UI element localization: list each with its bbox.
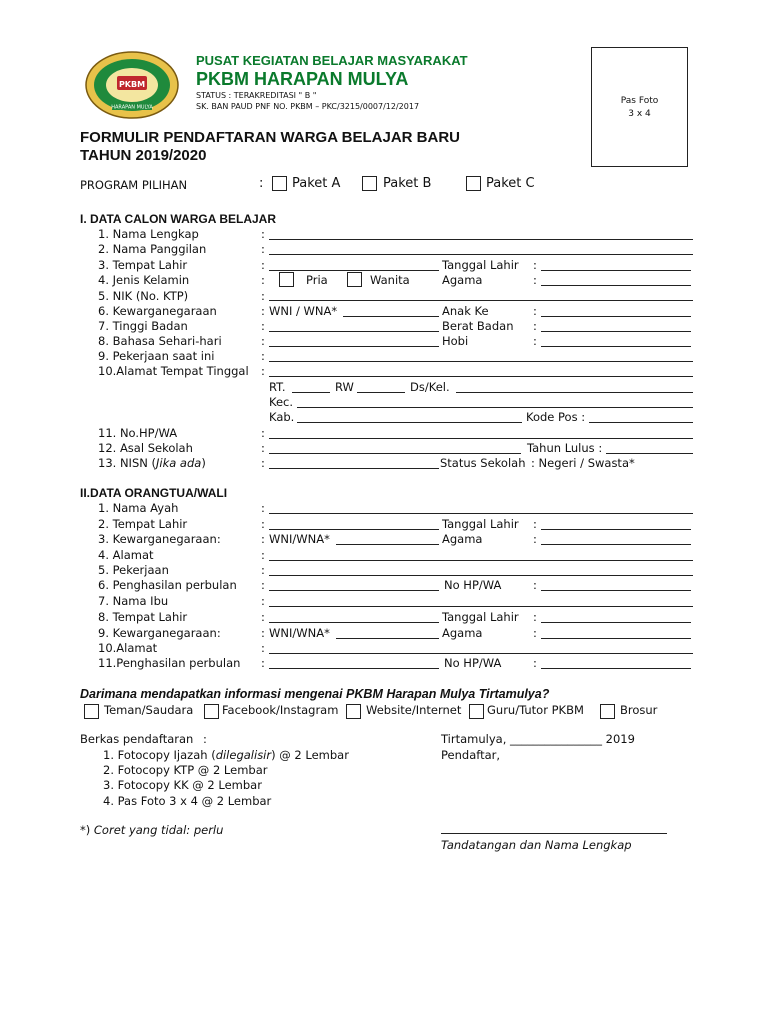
s1-item-asal-sekolah: 12. Asal Sekolah xyxy=(98,441,193,455)
section1-title: I. DATA CALON WARGA BELAJAR xyxy=(80,212,276,226)
field-hobi[interactable] xyxy=(541,346,691,347)
s2-item-nama-ayah: 1. Nama Ayah xyxy=(98,501,179,515)
label-anak-ke: Anak Ke xyxy=(442,304,489,318)
field-nisn[interactable] xyxy=(269,468,439,469)
form-title: FORMULIR PENDAFTARAN WARGA BELAJAR BARU xyxy=(80,129,460,146)
s1-item-pekerjaan: 9. Pekerjaan saat ini xyxy=(98,349,215,363)
s1-colon: : xyxy=(261,349,265,363)
s2-colon: : xyxy=(261,656,265,670)
s2-colon: : xyxy=(261,532,265,546)
field-nohp-ayah[interactable] xyxy=(541,590,691,591)
s1-colon: : xyxy=(261,289,265,303)
label-tanggal-lahir: Tanggal Lahir xyxy=(442,258,519,272)
pkbm-logo xyxy=(84,50,180,120)
s2-colon: : xyxy=(533,532,537,546)
checkbox-guru-tutor[interactable] xyxy=(469,704,484,719)
s1-colon: : xyxy=(261,426,265,440)
field-penghasilan-ibu[interactable] xyxy=(269,668,439,669)
field-nama-panggilan[interactable] xyxy=(269,254,693,255)
field-agama-ibu[interactable] xyxy=(541,638,691,639)
field-nik[interactable] xyxy=(269,300,693,301)
s1-colon: : xyxy=(261,304,265,318)
field-kab[interactable] xyxy=(297,422,522,423)
field-tempat-lahir-ayah[interactable] xyxy=(269,529,439,530)
signature-place-date: Tirtamulya, ________________ 2019 xyxy=(441,732,635,746)
sk-number: SK. BAN PAUD PNF NO. PKBM – PKC/3215/0007/12/2017 xyxy=(196,102,420,111)
s1-colon: : xyxy=(533,258,537,272)
field-pekerjaan[interactable] xyxy=(269,361,693,362)
field-kewarganegaraan-ayah[interactable] xyxy=(336,544,439,545)
label-rw: RW xyxy=(335,380,354,394)
value-wni-wna-ayah: WNI/WNA* xyxy=(269,532,330,546)
s1-item-nama-panggilan: 2. Nama Panggilan xyxy=(98,242,207,256)
field-rw[interactable] xyxy=(357,392,405,393)
field-kewarganegaraan-ibu[interactable] xyxy=(336,638,439,639)
s1-colon: : xyxy=(261,364,265,378)
s2-colon: : xyxy=(261,501,265,515)
label-tahun-lulus: Tahun Lulus : xyxy=(527,441,603,455)
photo-box-line1: Pas Foto xyxy=(620,96,659,106)
field-penghasilan-ayah[interactable] xyxy=(269,590,439,591)
s1-item-jenis-kelamin: 4. Jenis Kelamin xyxy=(98,273,190,287)
field-alamat[interactable] xyxy=(269,376,693,377)
s2-item-penghasilan: 6. Penghasilan perbulan xyxy=(98,578,237,592)
form-year: TAHUN 2019/2020 xyxy=(80,147,207,164)
photo-box-line2: 3 x 4 xyxy=(628,109,651,119)
option-paket-b: Paket B xyxy=(383,176,432,191)
s1-item-nohp: 11. No.HP/WA xyxy=(98,426,178,440)
checkbox-pria[interactable] xyxy=(279,272,294,287)
option-brosur: Brosur xyxy=(620,703,658,717)
s1-colon: : xyxy=(261,242,265,256)
field-alamat-ibu[interactable] xyxy=(269,653,693,654)
s1-item-nama-lengkap: 1. Nama Lengkap xyxy=(98,227,199,241)
field-kewarganegaraan[interactable] xyxy=(343,316,439,317)
org-name: PKBM HARAPAN MULYA xyxy=(196,69,409,89)
s2-colon: : xyxy=(261,626,265,640)
s2-item-tempat-lahir: 2. Tempat Lahir xyxy=(98,517,188,531)
field-tahun-lulus[interactable] xyxy=(606,453,693,454)
label-nohp-ayah: No HP/WA xyxy=(444,578,502,592)
s2-colon: : xyxy=(533,656,537,670)
s1-item-bahasa: 8. Bahasa Sehari-hari xyxy=(98,334,222,348)
s2-colon: : xyxy=(261,610,265,624)
label-hobi: Hobi xyxy=(442,334,469,348)
field-tempat-lahir[interactable] xyxy=(269,270,439,271)
photo-box xyxy=(591,47,688,167)
s2-item-pekerjaan: 5. Pekerjaan xyxy=(98,563,169,577)
checkbox-paket-a[interactable] xyxy=(272,176,287,191)
label-berat-badan: Berat Badan xyxy=(442,319,514,333)
checkbox-facebook-instagram[interactable] xyxy=(204,704,219,719)
signature-role: Pendaftar, xyxy=(441,748,501,762)
s2-colon: : xyxy=(261,517,265,531)
s1-item-tinggi-badan: 7. Tinggi Badan xyxy=(98,319,188,333)
field-berat-badan[interactable] xyxy=(541,331,691,332)
s2-colon: : xyxy=(533,610,537,624)
option-guru-tutor: Guru/Tutor PKBM xyxy=(487,703,584,717)
checkbox-brosur[interactable] xyxy=(600,704,615,719)
field-agama-ayah[interactable] xyxy=(541,544,691,545)
s2-item-kewarganegaraan: 3. Kewarganegaraan: xyxy=(98,532,221,546)
s1-colon: : xyxy=(261,258,265,272)
label-agama-ibu: Agama xyxy=(442,626,483,640)
label-status-sekolah: Status Sekolah xyxy=(440,456,526,470)
field-tanggal-lahir-ayah[interactable] xyxy=(541,529,691,530)
logo-bottom-text: HARAPAN MULYA xyxy=(111,104,153,111)
field-alamat-ayah[interactable] xyxy=(269,560,693,561)
s2-colon: : xyxy=(261,641,265,655)
checkbox-paket-c[interactable] xyxy=(466,176,481,191)
program-label: PROGRAM PILIHAN xyxy=(80,178,188,192)
s1-colon: : xyxy=(261,273,265,287)
s2-item-kewarganegaraan-ibu: 9. Kewarganegaraan: xyxy=(98,626,221,640)
value-wni-wna: WNI / WNA* xyxy=(269,304,338,318)
field-tempat-lahir-ibu[interactable] xyxy=(269,622,439,623)
berkas-item-4: 4. Pas Foto 3 x 4 @ 2 Lembar xyxy=(103,794,272,808)
field-nohp-ibu[interactable] xyxy=(541,668,691,669)
field-nama-ibu[interactable] xyxy=(269,606,693,607)
value-status-sekolah: : Negeri / Swasta* xyxy=(531,456,635,470)
field-rt[interactable] xyxy=(292,392,330,393)
field-nohp[interactable] xyxy=(269,438,693,439)
field-kode-pos[interactable] xyxy=(589,422,693,423)
s2-item-alamat-ibu: 10.Alamat xyxy=(98,641,158,655)
label-pria: Pria xyxy=(306,273,328,287)
info-question: Darimana mendapatkan informasi mengenai PKBM Harapan Mulya Tirtamulya? xyxy=(80,687,550,701)
section2-title: II.DATA ORANGTUA/WALI xyxy=(80,486,228,500)
berkas-item-1: 1. Fotocopy Ijazah (dilegalisir) @ 2 Lembar xyxy=(103,748,349,762)
s1-colon: : xyxy=(261,319,265,333)
s1-colon: : xyxy=(261,334,265,348)
label-tanggal-lahir-ayah: Tanggal Lahir xyxy=(442,517,519,531)
s1-item-kewarganegaraan: 6. Kewarganegaraan xyxy=(98,304,217,318)
berkas-item-3: 3. Fotocopy KK @ 2 Lembar xyxy=(103,778,262,792)
s2-item-tempat-lahir-ibu: 8. Tempat Lahir xyxy=(98,610,188,624)
org-line: PUSAT KEGIATAN BELAJAR MASYARAKAT xyxy=(196,53,468,68)
checkbox-teman-saudara[interactable] xyxy=(84,704,99,719)
s2-colon: : xyxy=(533,578,537,592)
field-bahasa[interactable] xyxy=(269,346,439,347)
label-tanggal-lahir-ibu: Tanggal Lahir xyxy=(442,610,519,624)
label-agama: Agama xyxy=(442,273,483,287)
s2-item-nama-ibu: 7. Nama Ibu xyxy=(98,594,169,608)
checkbox-website-internet[interactable] xyxy=(346,704,361,719)
label-nohp-ibu: No HP/WA xyxy=(444,656,502,670)
s2-colon: : xyxy=(261,548,265,562)
s1-colon: : xyxy=(261,227,265,241)
signature-caption: Tandatangan dan Nama Lengkap xyxy=(441,838,632,852)
field-tinggi-badan[interactable] xyxy=(269,331,439,332)
label-kode-pos: Kode Pos : xyxy=(526,410,586,424)
s1-colon: : xyxy=(533,273,537,287)
s2-item-penghasilan-ibu: 11.Penghasilan perbulan xyxy=(98,656,241,670)
label-kec: Kec. xyxy=(269,395,294,409)
s1-colon: : xyxy=(533,334,537,348)
berkas-colon: : xyxy=(203,732,207,746)
field-agama[interactable] xyxy=(541,285,691,286)
option-paket-c: Paket C xyxy=(486,176,535,191)
s1-colon: : xyxy=(533,304,537,318)
s2-colon: : xyxy=(533,517,537,531)
s1-colon: : xyxy=(261,456,265,470)
berkas-item-2: 2. Fotocopy KTP @ 2 Lembar xyxy=(103,763,268,777)
option-website-internet: Website/Internet xyxy=(366,703,462,717)
logo-badge-text: PKBM xyxy=(118,80,146,89)
option-teman-saudara: Teman/Saudara xyxy=(104,703,194,717)
value-wni-wna-ibu: WNI/WNA* xyxy=(269,626,330,640)
signature-line[interactable] xyxy=(441,833,667,834)
accreditation-status: STATUS : TERAKREDITASI " B " xyxy=(196,91,317,100)
program-colon: : xyxy=(259,176,264,191)
s1-item-nisn: 13. NISN (Jika ada) xyxy=(98,456,206,470)
option-paket-a: Paket A xyxy=(292,176,341,191)
field-pekerjaan-ayah[interactable] xyxy=(269,575,693,576)
field-nama-ayah[interactable] xyxy=(269,513,693,514)
checkbox-paket-b[interactable] xyxy=(362,176,377,191)
berkas-label: Berkas pendaftaran xyxy=(80,732,194,746)
field-nama-lengkap[interactable] xyxy=(269,239,693,240)
label-dskel: Ds/Kel. xyxy=(410,380,450,394)
field-anak-ke[interactable] xyxy=(541,316,691,317)
s1-item-nik: 5. NIK (No. KTP) xyxy=(98,289,189,303)
label-rt: RT. xyxy=(269,380,286,394)
s1-item-tempat-lahir: 3. Tempat Lahir xyxy=(98,258,188,272)
label-kab: Kab. xyxy=(269,410,295,424)
option-facebook-instagram: Facebook/Instagram xyxy=(222,703,339,717)
s2-colon: : xyxy=(533,626,537,640)
s1-colon: : xyxy=(261,441,265,455)
s2-item-alamat: 4. Alamat xyxy=(98,548,154,562)
s1-item-alamat: 10.Alamat Tempat Tinggal xyxy=(98,364,249,378)
field-kec[interactable] xyxy=(297,407,693,408)
s2-colon: : xyxy=(261,594,265,608)
field-asal-sekolah[interactable] xyxy=(269,453,521,454)
s1-colon: : xyxy=(533,319,537,333)
footnote: *) Coret yang tidal: perlu xyxy=(80,823,224,837)
label-wanita: Wanita xyxy=(370,273,410,287)
field-tanggal-lahir[interactable] xyxy=(541,270,691,271)
s2-colon: : xyxy=(261,578,265,592)
field-dskel[interactable] xyxy=(456,392,693,393)
s2-colon: : xyxy=(261,563,265,577)
checkbox-wanita[interactable] xyxy=(347,272,362,287)
label-agama-ayah: Agama xyxy=(442,532,483,546)
field-tanggal-lahir-ibu[interactable] xyxy=(541,622,691,623)
